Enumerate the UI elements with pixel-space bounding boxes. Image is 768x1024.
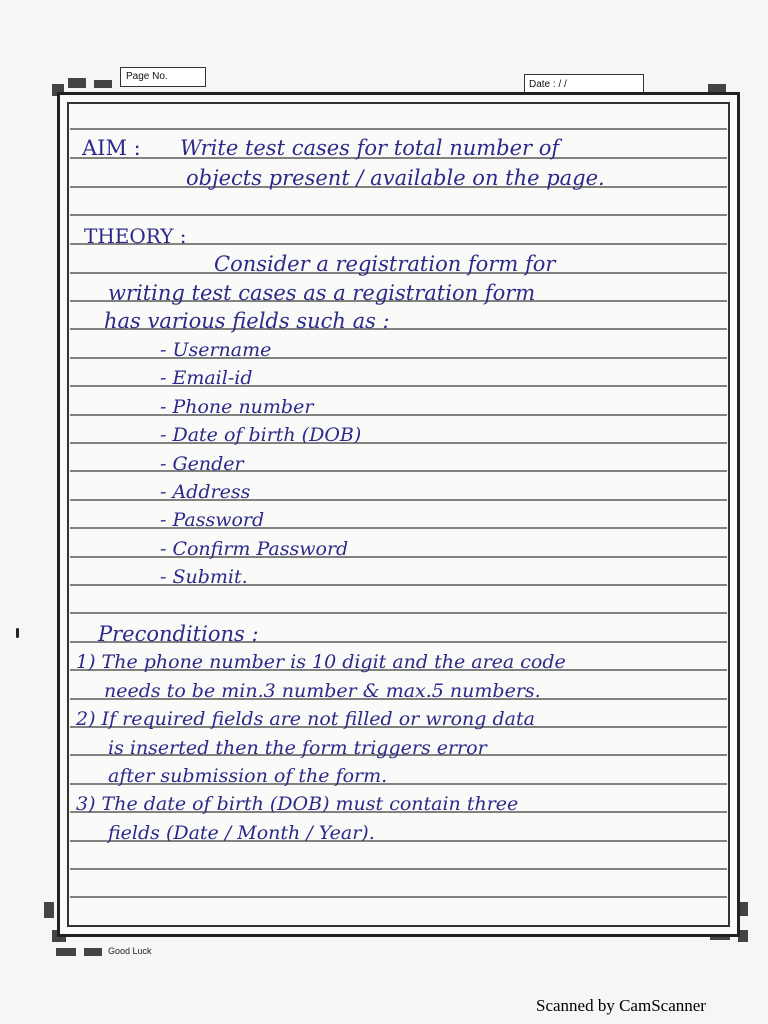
corner-mark xyxy=(94,80,112,88)
theory-line1: Consider a registration form for xyxy=(214,252,556,276)
page-number-label: Page No. xyxy=(126,71,168,82)
field-item: - Address xyxy=(160,481,251,503)
field-item: - Email-id xyxy=(160,367,253,389)
preconditions-heading: Preconditions : xyxy=(98,622,259,646)
field-item: - Confirm Password xyxy=(160,538,349,560)
page-number-box xyxy=(120,67,206,87)
aim-text-line1: Write test cases for total number of xyxy=(180,136,560,160)
aim-label: AIM : xyxy=(82,136,141,160)
corner-mark xyxy=(56,948,76,956)
precondition-line: fields (Date / Month / Year). xyxy=(108,822,375,844)
corner-mark xyxy=(84,948,102,956)
aim-text-line2: objects present / available on the page. xyxy=(186,166,605,190)
corner-mark xyxy=(44,902,54,918)
scanner-watermark: Scanned by CamScanner xyxy=(536,996,706,1015)
footer-good-luck: Good Luck xyxy=(108,946,152,956)
theory-line2: writing test cases as a registration form xyxy=(108,281,536,305)
precondition-line: 2) If required fields are not filled or wrong data xyxy=(76,708,535,730)
theory-line3: has various fields such as : xyxy=(104,309,390,333)
precondition-line: after submission of the form. xyxy=(108,765,388,787)
precondition-line: 3) The date of birth (DOB) must contain three xyxy=(76,793,519,815)
field-item: - Username xyxy=(160,339,272,361)
field-item: - Date of birth (DOB) xyxy=(160,424,362,446)
precondition-line: needs to be min.3 number & max.5 numbers. xyxy=(104,680,541,702)
margin-mark xyxy=(16,628,19,638)
precondition-line: is inserted then the form triggers error xyxy=(108,737,487,759)
field-item: - Submit. xyxy=(160,566,248,588)
corner-mark xyxy=(68,78,86,88)
date-box xyxy=(524,74,644,94)
theory-heading: THEORY : xyxy=(84,224,187,248)
field-item: - Gender xyxy=(160,453,244,475)
date-label: Date : / / xyxy=(529,79,567,90)
field-item: - Password xyxy=(160,509,265,531)
field-item: - Phone number xyxy=(160,396,314,418)
precondition-line: 1) The phone number is 10 digit and the area code xyxy=(76,651,566,673)
